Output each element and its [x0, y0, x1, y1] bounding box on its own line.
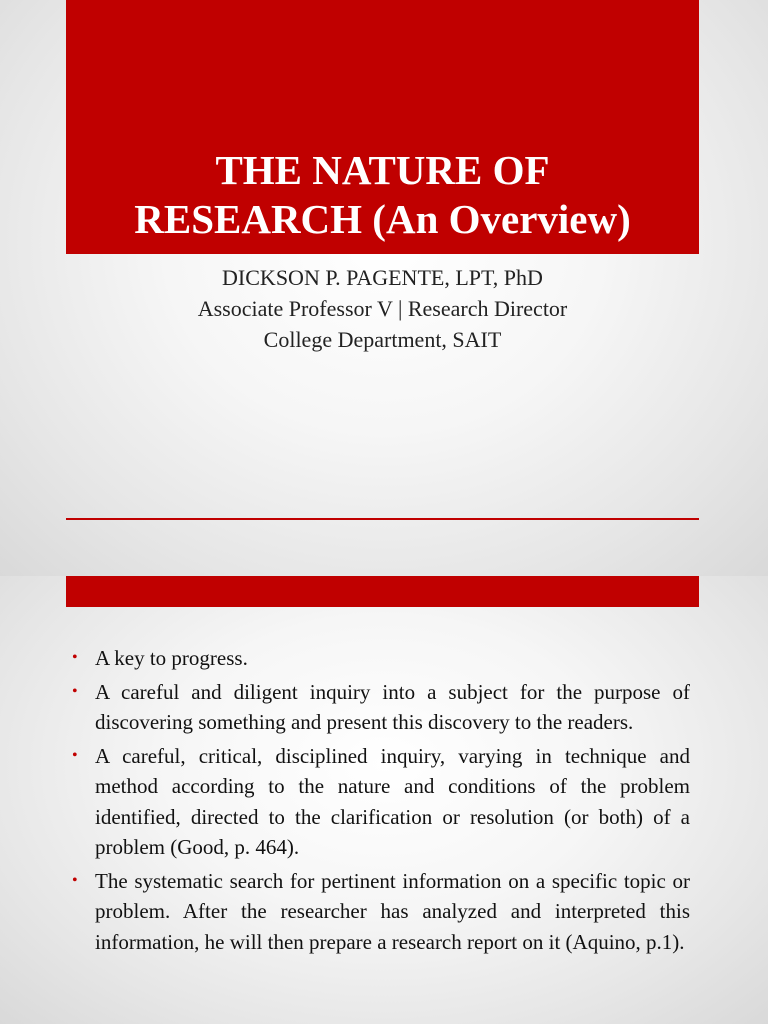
- bullet-item: [70, 866, 690, 958]
- slide-title: [66, 146, 699, 244]
- author-position: Associate Professor V | Research Director: [197, 296, 568, 321]
- subtitle-block: [66, 262, 699, 355]
- bullet-text: A key to progress.: [95, 646, 248, 670]
- title-line-1: THE NATURE OF: [215, 147, 550, 193]
- bullet-text: A careful and diligent inquiry into a subject for the purpose of discovering something and present this discovery to the readers.: [95, 679, 690, 734]
- bullet-item: [70, 741, 690, 863]
- bullet-item: [70, 643, 690, 674]
- author-name: DICKSON P. PAGENTE, LPT, PhD: [222, 265, 543, 290]
- author-department: College Department, SAIT: [263, 327, 502, 352]
- divider-line: [66, 518, 699, 520]
- bullet-dot-icon: •: [72, 871, 78, 889]
- bullet-dot-icon: •: [72, 649, 78, 666]
- bullet-dot-icon: •: [72, 746, 78, 764]
- bullet-text: A careful, critical, disciplined inquiry, varying in technique and method according to the nature and conditions of the problem identified, directed to the clarification or resolution (or both) of a problem (Good, p. 464).: [95, 743, 690, 859]
- content-slide: [0, 576, 768, 1024]
- header-band: [66, 576, 699, 607]
- bullet-item: [70, 677, 690, 738]
- title-line-2: RESEARCH (An Overview): [134, 196, 631, 243]
- bullet-list: [70, 643, 690, 960]
- bullet-text: The systematic search for pertinent information on a specific topic or problem. After the researcher has analyzed and interpreted this information, he will then prepare a research report on it (Aquino, p.1).: [95, 868, 690, 954]
- bullet-dot-icon: •: [72, 682, 78, 700]
